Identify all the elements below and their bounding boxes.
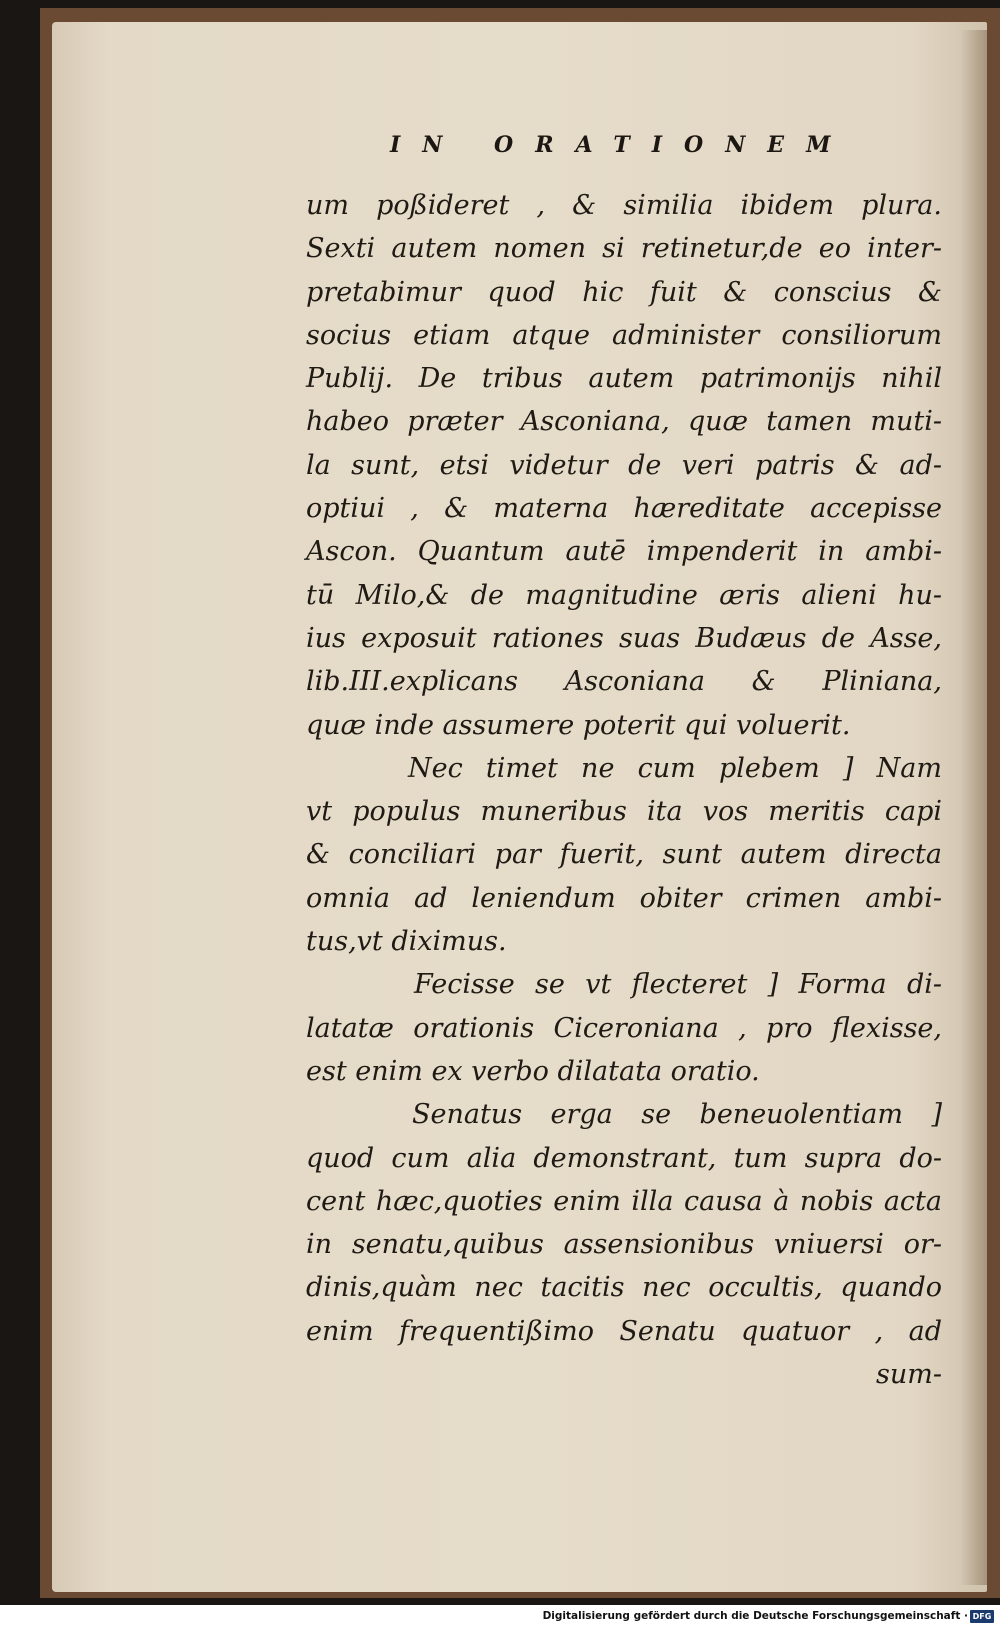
text-line: Ascon. Quantum autē impenderit in ambi- (306, 536, 942, 568)
text-line: in senatu,quibus assensionibus vniuersi or- (306, 1229, 942, 1261)
text-line: quod cum alia demonstrant, tum supra do- (306, 1142, 942, 1174)
text-line: tus,vt diximus. (306, 926, 507, 958)
text-line: omnia ad leniendum obiter crimen ambi- (306, 882, 942, 914)
text-line: la sunt, etsi videtur de veri patris & ad- (306, 449, 942, 481)
text-line: tū Milo,& de magnitudine æris alieni hu- (306, 579, 942, 611)
text-line: Sexti autem nomen si retinetur,de eo inter- (306, 233, 942, 265)
text-line: quæ inde assumere poterit qui voluerit. (306, 709, 851, 741)
text-line: cent hæc,quoties enim illa causa à nobis acta (306, 1185, 942, 1217)
text-line: optiui , & materna hæreditate accepisse (306, 493, 942, 525)
text-line: lib.III.explicans Asconiana & Pliniana, (306, 666, 942, 698)
text-line: est enim ex verbo dilatata oratio. (306, 1055, 760, 1087)
text-line: socius etiam atque administer consiliorum (306, 319, 942, 351)
running-head: IN ORATIONEM (390, 132, 853, 158)
lemma-line: Fecisse se vt flecteret ] Forma di- (414, 969, 942, 1001)
text-line: enim frequentißimo Senatu quatuor , ad (306, 1315, 942, 1347)
text-line: Publij. De tribus autem patrimonijs nihil (306, 363, 942, 395)
text-line: um poßideret , & similia ibidem plura. (306, 190, 942, 221)
text-block (306, 184, 942, 1396)
text-line: latatæ orationis Ciceroniana , pro flexisse, (306, 1012, 942, 1044)
text-line: & conciliari par fuerit, sunt autem directa (306, 839, 942, 871)
text-line: habeo præter Asconiana, quæ tamen muti- (306, 406, 942, 438)
lemma-line: Senatus erga se beneuolentiam ] (412, 1099, 942, 1131)
text-line: dinis,quàm nec tacitis nec occultis, quando (306, 1272, 942, 1304)
funding-credit: Digitalisierung gefördert durch die Deutsche Forschungsgemeinschaft · (542, 1610, 968, 1622)
catchword: sum- (876, 1359, 942, 1391)
text-line: vt populus muneribus ita vos meritis capi (306, 796, 942, 828)
dfg-logo: DFG (970, 1610, 994, 1623)
lemma-line: Nec timet ne cum plebem ] Nam (408, 752, 942, 784)
text-line: ius exposuit rationes suas Budæus de Asse, (306, 622, 942, 654)
footer-bar (0, 1605, 1000, 1629)
gutter-shadow (960, 30, 987, 1585)
text-line: pretabimur quod hic fuit & conscius & (306, 276, 942, 308)
